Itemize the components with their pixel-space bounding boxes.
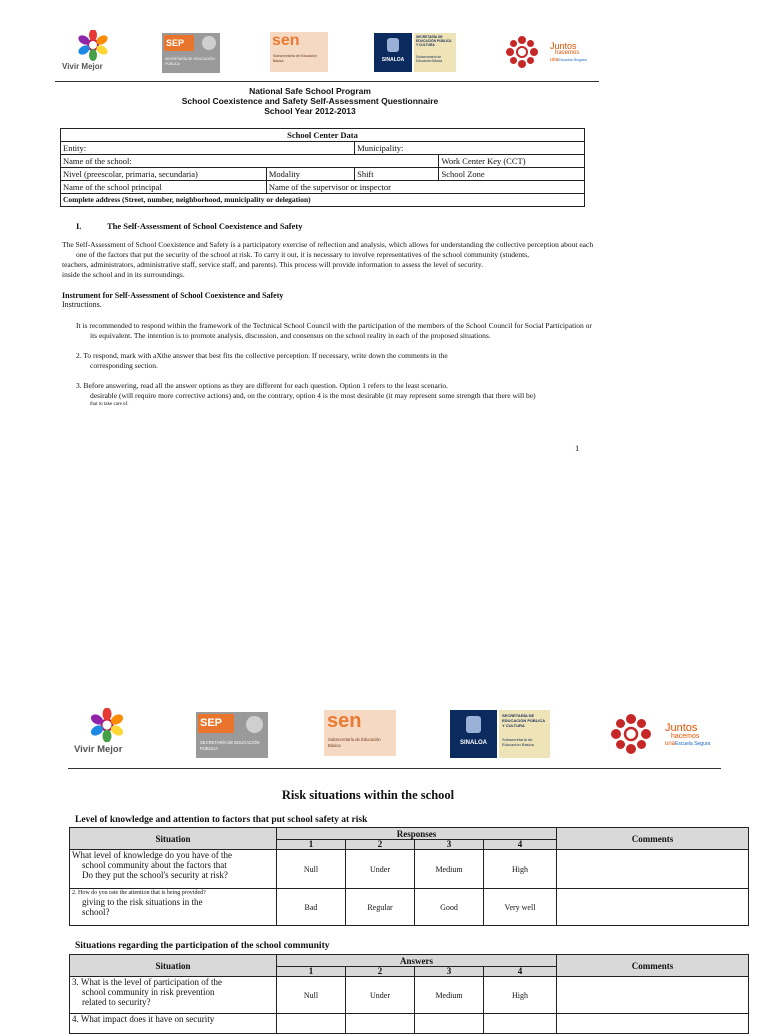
instruction-3-line-2: desirable (will require more corrective actions) and, on the contrary, option 4 is the most desirable (it may represent some strength that there will be) xyxy=(90,391,536,400)
sep-subtitle: SECRETARÍA DE EDUCACIÓN PÚBLICA xyxy=(165,57,215,66)
juntos-text: Juntos xyxy=(550,41,577,51)
q1-option-4[interactable]: High xyxy=(484,850,557,889)
answers-header: Answers xyxy=(277,955,557,967)
q2-option-3[interactable]: Good xyxy=(415,889,484,926)
crest-icon-2 xyxy=(466,716,481,733)
instruction-1-line-1: It is recommended to respond within the framework of the Technical School Council with the participation of the members of the School Council for Social Participation or xyxy=(76,321,592,330)
paragraph-line-3: teachers, administrators, administrative staff, service staff, and parents). This process will provide information to assess the level of security. xyxy=(62,260,484,269)
knowledge-table xyxy=(69,827,749,926)
situation-header-2: Situation xyxy=(70,955,277,977)
shift-field[interactable]: Shift xyxy=(355,168,439,181)
header-divider xyxy=(55,81,599,82)
question-1-row xyxy=(70,850,749,889)
col-num-2: 2 xyxy=(346,840,415,850)
paragraph-line-2: one of the factors that put the security of the school at risk. To carry it out, it is necessary to involve representatives of the school community (students, xyxy=(76,250,529,259)
cct-field[interactable]: Work Center Key (CCT) xyxy=(439,155,585,168)
flower-icon xyxy=(503,33,541,71)
sen-subtitle-2: Subsecretaría de Educación Básica xyxy=(328,737,381,748)
col-num-3-t2: 3 xyxy=(415,967,484,977)
question-3-text xyxy=(70,977,277,1014)
title-line-3: School Year 2012-2013 xyxy=(264,106,356,116)
school-name-field[interactable]: Name of the school: xyxy=(61,155,439,168)
sinaloa-subtitle-2: Subsecretaría de Educación Básica xyxy=(416,55,443,64)
entity-field[interactable]: Entity: xyxy=(61,142,355,155)
q4-line-1: 4. What impact does it have on security xyxy=(72,1014,215,1024)
instruction-3-line-1: 3. Before answering, read all the answer options as they are different for each question. Option 1 refers to the least scenario. xyxy=(76,381,449,390)
juntos-text-2: Juntos xyxy=(665,722,698,734)
sep-text: SEP xyxy=(164,35,194,51)
escuela-segura-text-2: Escuela Segura xyxy=(675,741,711,747)
situation-header: Situation xyxy=(70,828,277,850)
vivir-mejor-logo-2 xyxy=(72,708,152,758)
instruction-2 xyxy=(76,351,766,371)
school-center-data-table xyxy=(60,128,585,207)
sinaloa-text: SINALOA xyxy=(381,57,405,63)
col-num-3: 3 xyxy=(415,840,484,850)
table2-title: Situations regarding the participation of the school community xyxy=(75,941,330,951)
section-paragraph xyxy=(62,240,662,280)
col-num-1: 1 xyxy=(277,840,346,850)
vivir-mejor-text: Vivir Mejor xyxy=(62,62,103,71)
paragraph-line-1: The Self-Assessment of School Coexistence and Safety is a participatory exercise of reflection and analysis, which allows for understanding the collective perception about each xyxy=(62,240,594,249)
address-field[interactable]: Complete address (Street, number, neighborhood, municipality or delegation) xyxy=(61,194,585,207)
q1-line-1: What level of knowledge do you have of the xyxy=(72,850,232,860)
section-title: The Self-Assessment of School Coexistence and Safety xyxy=(107,221,303,231)
document-title xyxy=(150,86,470,116)
instruction-3 xyxy=(76,381,766,408)
q2-option-4[interactable]: Very well xyxy=(484,889,557,926)
supervisor-field[interactable]: Name of the supervisor or inspector xyxy=(266,181,584,194)
q3-comments-cell[interactable] xyxy=(557,977,749,1014)
table1-title: Level of knowledge and attention to factors that put school safety at risk xyxy=(75,815,368,825)
instruction-3-line-3: that to take care of. xyxy=(90,402,129,407)
section-number: I. xyxy=(76,221,82,231)
sep-text-2: SEP xyxy=(198,714,234,733)
q2-line-3: school? xyxy=(82,907,110,917)
juntos-logo-2 xyxy=(607,710,717,758)
juntos-logo xyxy=(503,33,593,71)
question-1-text xyxy=(70,850,277,889)
q2-line-1: 2. How do you rate the attention that is being provided? xyxy=(72,890,206,896)
sinaloa-logo-2 xyxy=(450,710,550,758)
sinaloa-text-2: SINALOA xyxy=(460,740,487,746)
principal-field[interactable]: Name of the school principal xyxy=(61,181,267,194)
q3-line-1: 3. What is the level of participation of the xyxy=(72,977,223,987)
una-text: una xyxy=(550,57,559,63)
q3-option-3[interactable]: Medium xyxy=(415,977,484,1014)
q3-line-2: school community in risk prevention xyxy=(82,987,215,997)
sen-logo xyxy=(270,32,328,72)
q2-option-2[interactable]: Regular xyxy=(346,889,415,926)
q1-option-3[interactable]: Medium xyxy=(415,850,484,889)
comments-header: Comments xyxy=(557,828,749,850)
center-data-heading: School Center Data xyxy=(61,129,585,142)
sep-logo-2 xyxy=(196,712,268,758)
nivel-field[interactable]: Nivel (preescolar, primaria, secundaria) xyxy=(61,168,267,181)
risk-situations-heading: Risk situations within the school xyxy=(281,788,455,802)
instructions-label: Instructions. xyxy=(62,300,102,309)
sinaloa-logo xyxy=(374,33,456,72)
sinaloa-subtitle-4: Subsecretaría de Educación Básica xyxy=(502,737,534,747)
participation-table xyxy=(69,954,749,1034)
comments-header-2: Comments xyxy=(557,955,749,977)
modality-field[interactable]: Modality xyxy=(266,168,354,181)
q3-option-1[interactable]: Null xyxy=(277,977,346,1014)
sep-subtitle-2: SECRETARÍA DE EDUCACIÓN PÚBLICA xyxy=(200,740,260,751)
instruction-2-line-2: corresponding section. xyxy=(90,361,158,370)
eagle-seal-icon-2 xyxy=(246,716,263,733)
q2-line-2: giving to the risk situations in the xyxy=(82,897,203,907)
sen-text-2: sen xyxy=(327,710,362,732)
q3-option-2[interactable]: Under xyxy=(346,977,415,1014)
sen-logo-2 xyxy=(324,710,396,756)
instruction-1 xyxy=(76,321,766,341)
question-3-row xyxy=(70,977,749,1014)
hacemos-text: hacemos xyxy=(555,50,580,56)
title-line-1: National Safe School Program xyxy=(249,86,371,96)
page-number: 1 xyxy=(575,443,580,453)
vivir-mejor-text-2: Vivir Mejor xyxy=(74,744,123,755)
question-2-text xyxy=(70,889,277,926)
header-divider-2 xyxy=(68,768,721,769)
una-text-2: una xyxy=(665,741,676,747)
paragraph-line-4: inside the school and in its surroundings. xyxy=(62,270,185,279)
responses-header: Responses xyxy=(277,828,557,840)
instrument-title: Instrument for Self-Assessment of School Coexistence and Safety xyxy=(62,291,284,300)
title-line-2: School Coexistence and Safety Self-Assessment Questionnaire xyxy=(181,96,439,106)
col-num-2-t2: 2 xyxy=(346,967,415,977)
crest-icon xyxy=(387,38,399,52)
question-2-row xyxy=(70,889,749,926)
sinaloa-subtitle-3: SECRETARÍA DE EDUCACIÓN PÚBLICA Y CULTURA xyxy=(502,713,545,728)
hacemos-text-2: hacemos xyxy=(671,733,700,740)
q2-option-1[interactable]: Bad xyxy=(277,889,346,926)
col-num-1-t2: 1 xyxy=(277,967,346,977)
col-num-4-t2: 4 xyxy=(484,967,557,977)
q1-comments-cell[interactable] xyxy=(557,850,749,889)
q2-comments-cell[interactable] xyxy=(557,889,749,926)
sinaloa-subtitle: SECRETARÍA DE EDUCACIÓN PÚBLICA Y CULTURA xyxy=(416,35,452,48)
eagle-seal-icon xyxy=(202,36,216,50)
q1-line-3: Do they put the school's security at risk? xyxy=(82,870,228,880)
instruction-1-line-2: its equivalent. The intention is to promote analysis, discussion, and consensus on the school reality in each of the proposed situations. xyxy=(90,331,491,340)
escuela-segura-text: Escuela Segura xyxy=(558,57,587,62)
vivir-mejor-logo xyxy=(62,30,132,74)
sen-text: sen xyxy=(272,32,300,49)
municipality-field[interactable]: Municipality: xyxy=(355,142,585,155)
sen-subtitle: Subsecretaría de Educación Básica xyxy=(273,54,317,63)
sep-logo xyxy=(162,33,220,73)
q1-option-2[interactable]: Under xyxy=(346,850,415,889)
q1-option-1[interactable]: Null xyxy=(277,850,346,889)
instruction-2-line-1: 2. To respond, mark with aXthe answer that best fits the collective perception. If necessary, write down the comments in the xyxy=(76,351,448,360)
q3-line-3: related to security? xyxy=(82,997,151,1007)
col-num-4: 4 xyxy=(484,840,557,850)
q1-line-2: school community about the factors that xyxy=(82,860,227,870)
school-zone-field[interactable]: School Zone xyxy=(439,168,585,181)
flower-icon-2 xyxy=(607,710,655,758)
q3-option-4[interactable]: High xyxy=(484,977,557,1014)
